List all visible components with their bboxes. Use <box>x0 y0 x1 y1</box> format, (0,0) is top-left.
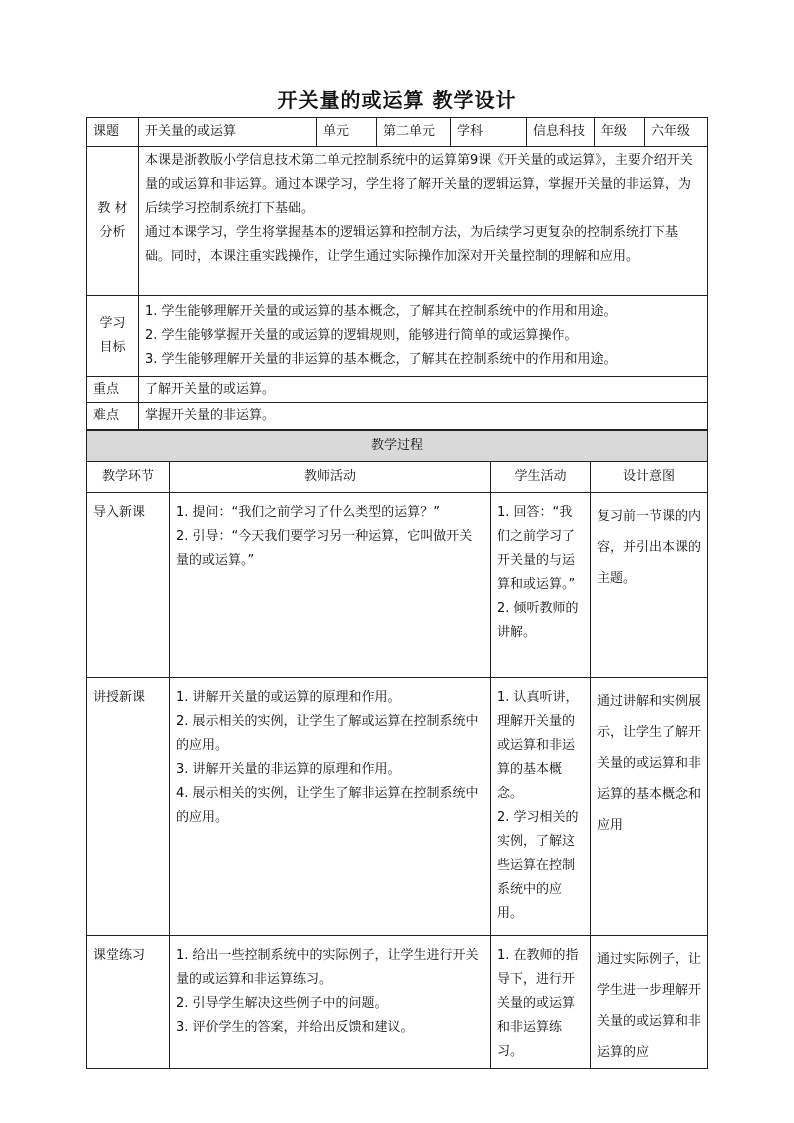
stage-cell: 导入新课 <box>87 493 170 678</box>
teacher-cell <box>170 678 491 936</box>
page-title: 开关量的或运算 教学设计 <box>277 88 517 112</box>
difficulty-value: 掌握开关量的非运算。 <box>139 403 708 430</box>
student-cell <box>491 493 591 678</box>
grade-label: 年级 <box>595 118 645 147</box>
goal-item: 1. 学生能够理解开关量的或运算的基本概念，了解其在控制系统中的作用和用途。 <box>145 304 617 319</box>
teacher-cell <box>170 493 491 678</box>
intent-cell: 复习前一节课的内容，并引出本课的主题。 <box>591 493 708 678</box>
student-step: 1. 认真听讲，理解开关量的或运算和非运算的基本概念。 <box>497 690 579 801</box>
col-student: 学生活动 <box>491 462 591 493</box>
process-table <box>86 430 708 1069</box>
col-intent: 设计意图 <box>591 462 708 493</box>
student-cell <box>491 936 591 1069</box>
key-label: 重点 <box>87 377 139 403</box>
teacher-step: 1. 提问：“我们之前学习了什么类型的运算？” <box>176 505 441 520</box>
analysis-label <box>87 147 139 296</box>
stage-cell: 讲授新课 <box>87 678 170 936</box>
teacher-step: 1. 讲解开关量的或运算的原理和作用。 <box>176 690 401 705</box>
course-value: 开关量的或运算 <box>139 118 317 147</box>
goals-label <box>87 296 139 377</box>
course-label: 课题 <box>87 118 139 147</box>
teacher-step: 2. 引导：“今天我们要学习另一种运算，它叫做开关量的或运算。” <box>176 529 473 568</box>
student-step: 2. 倾听教师的讲解。 <box>497 601 579 640</box>
info-table <box>86 117 708 430</box>
teacher-cell <box>170 936 491 1069</box>
analysis-label-line2: 分析 <box>99 225 126 240</box>
table-row <box>87 493 708 678</box>
difficulty-label: 难点 <box>87 403 139 430</box>
analysis-paragraph-2: 通过本课学习，学生将掌握基本的逻辑运算和控制方法，为后续学习更复杂的控制系统打下基础。同时，本课注重实践操作，让学生通过实际操作加深对开关量控制的理解和应用。 <box>145 225 679 264</box>
analysis-content <box>139 147 708 296</box>
goals-label-line1: 学习 <box>99 316 126 331</box>
teacher-step: 2. 展示相关的实例，让学生了解或运算在控制系统中的应用。 <box>176 714 479 753</box>
teacher-step: 2. 引导学生解决这些例子中的问题。 <box>176 996 388 1011</box>
intent-cell: 通过讲解和实例展示，让学生了解开关量的或运算和非运算的基本概念和应用 <box>591 678 708 936</box>
table-row <box>87 678 708 936</box>
teacher-step: 1. 给出一些控制系统中的实际例子，让学生进行开关量的或运算和非运算练习。 <box>176 948 479 987</box>
unit-value: 第二单元 <box>377 118 451 147</box>
teacher-step: 4. 展示相关的实例，让学生了解非运算在控制系统中的应用。 <box>176 786 479 825</box>
goal-item: 3. 学生能够理解开关量的非运算的基本概念，了解其在控制系统中的作用和用途。 <box>145 352 617 367</box>
goal-item: 2. 学生能够掌握开关量的或运算的逻辑规则，能够进行简单的或运算操作。 <box>145 328 578 343</box>
stage-cell: 课堂练习 <box>87 936 170 1069</box>
subject-value: 信息科技 <box>527 118 595 147</box>
unit-label: 单元 <box>317 118 377 147</box>
col-teacher: 教师活动 <box>170 462 491 493</box>
table-row <box>87 936 708 1069</box>
student-step: 2. 学习相关的实例，了解这些运算在控制系统中的应用。 <box>497 810 579 921</box>
goals-content <box>139 296 708 377</box>
teacher-step: 3. 讲解开关量的非运算的原理和作用。 <box>176 762 401 777</box>
analysis-label-line1: 教 材 <box>97 201 128 216</box>
analysis-paragraph-1: 本课是浙教版小学信息技术第二单元控制系统中的运算第9课《开关量的或运算》，主要介绍开关量的或运算和非运算。通过本课学习，学生将了解开关量的逻辑运算，掌握开关量的非运算，为后续学习控制系统打下基础。 <box>145 153 693 216</box>
goals-label-line2: 目标 <box>99 340 126 355</box>
col-stage: 教学环节 <box>87 462 170 493</box>
student-cell <box>491 678 591 936</box>
student-step: 1. 回答：“我们之前学习了开关量的与运算和或运算。” <box>497 505 576 592</box>
subject-label: 学科 <box>451 118 527 147</box>
process-header: 教学过程 <box>87 431 708 462</box>
grade-value: 六年级 <box>645 118 708 147</box>
teacher-step: 3. 评价学生的答案，并给出反馈和建议。 <box>176 1020 414 1035</box>
student-step: 1. 在教师的指导下，进行开关量的或运算和非运算练习。 <box>497 948 579 1059</box>
intent-cell: 通过实际例子，让学生进一步理解开关量的或运算和非运算的应 <box>591 936 708 1069</box>
key-value: 了解开关量的或运算。 <box>139 377 708 403</box>
